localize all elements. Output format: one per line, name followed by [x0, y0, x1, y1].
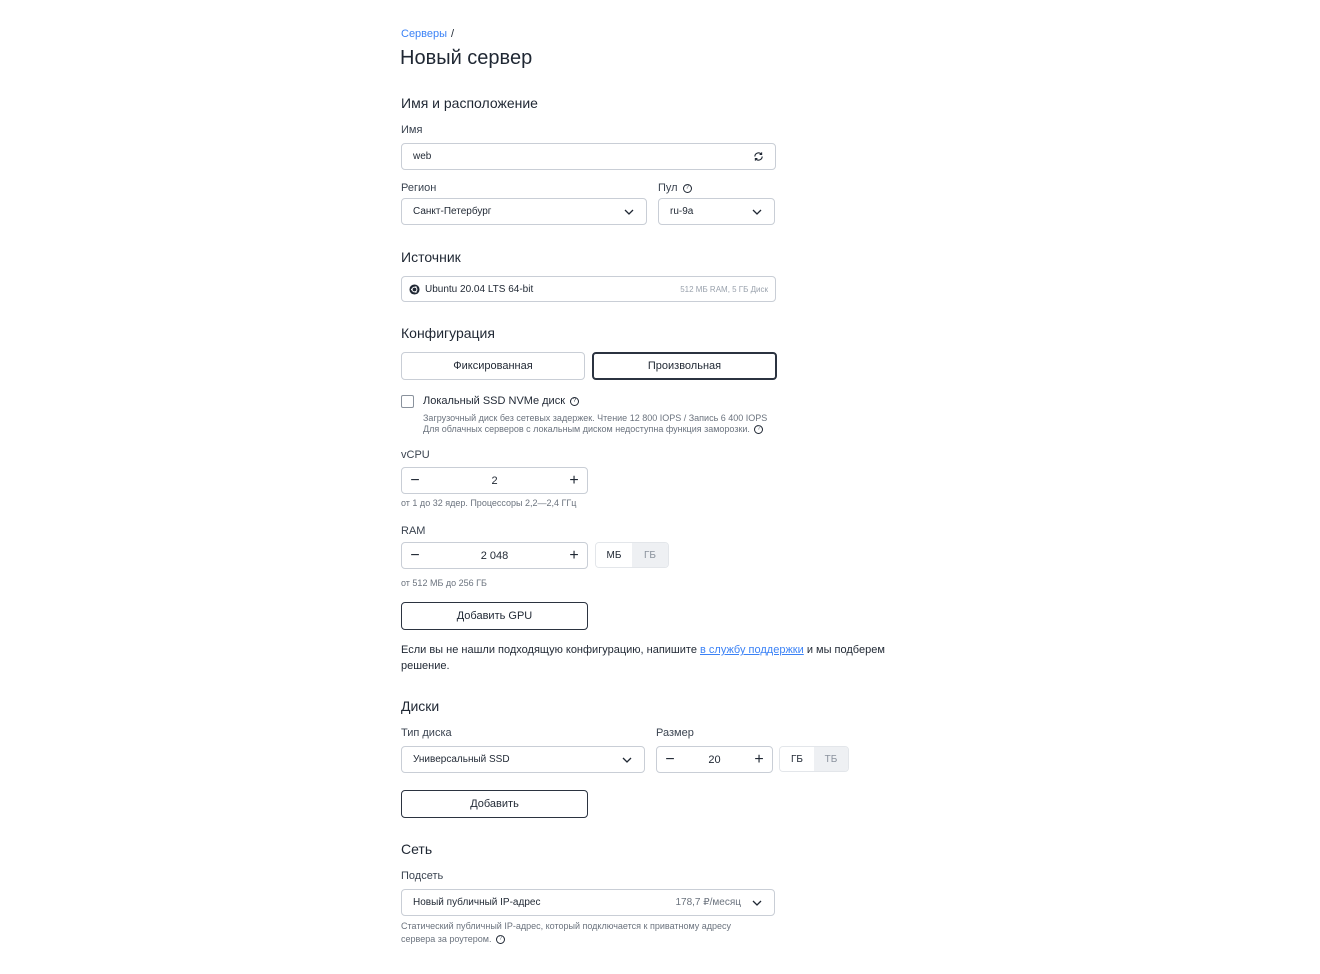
ssd-hint-2-row — [423, 424, 763, 435]
region-label: Регион — [401, 182, 437, 194]
name-value: web — [413, 151, 432, 162]
disk-type-select[interactable] — [401, 746, 645, 773]
disk-size-label: Размер — [656, 727, 694, 739]
ram-value[interactable]: 2 048 — [480, 549, 509, 562]
support-link[interactable]: в службу поддержки — [700, 644, 804, 656]
support-text — [401, 642, 921, 674]
ubuntu-icon — [409, 284, 420, 295]
region-value: Санкт-Петербург — [413, 206, 492, 217]
chevron-down-icon — [623, 206, 635, 218]
ram-unit-gb[interactable]: ГБ — [632, 543, 668, 567]
disk-size-increment-button[interactable]: + — [754, 750, 764, 768]
disk-size-stepper[interactable] — [656, 746, 773, 773]
disk-type-label: Тип диска — [401, 727, 452, 739]
subnet-hint-2: сервера за роутером. — [401, 934, 492, 944]
name-input[interactable] — [401, 143, 776, 170]
subnet-hint-1: Статический публичный IP-адрес, который подключается к приватному адресу — [401, 921, 732, 931]
vcpu-increment-button[interactable]: + — [569, 471, 579, 489]
name-label: Имя — [401, 124, 423, 136]
pool-select[interactable] — [658, 198, 775, 225]
vcpu-stepper[interactable] — [401, 467, 588, 494]
disk-unit-tb[interactable]: ТБ — [814, 747, 848, 771]
tab-custom[interactable]: Произвольная — [592, 352, 777, 380]
ssd-hint-2: Для облачных серверов с локальным диском недоступна функция заморозки. — [423, 424, 750, 434]
vcpu-decrement-button[interactable]: − — [410, 471, 420, 489]
ssd-checkbox[interactable] — [401, 395, 414, 408]
chevron-down-icon — [751, 206, 763, 218]
section-title-disks: Диски — [401, 698, 440, 714]
section-title-config: Конфигурация — [401, 325, 495, 341]
pool-label-row — [658, 182, 692, 194]
help-icon[interactable]: ? — [570, 397, 579, 406]
pool-value: ru-9a — [670, 206, 694, 217]
ssd-label: Локальный SSD NVMe диск — [423, 395, 566, 407]
refresh-icon[interactable] — [753, 151, 764, 162]
support-text-before: Если вы не нашли подходящую конфигурацию, напишите — [401, 644, 700, 656]
disk-size-decrement-button[interactable]: − — [665, 750, 675, 768]
ssd-hint-1: Загрузочный диск без сетевых задержек. Чтение 12 800 IOPS / Запись 6 400 IOPS — [423, 413, 768, 423]
support-text-line2: решение. — [401, 660, 450, 672]
section-title-name-location: Имя и расположение — [401, 95, 538, 111]
disk-type-value: Универсальный SSD — [413, 754, 510, 765]
page-title: Новый сервер — [400, 47, 533, 69]
support-text-after: и мы подберем — [803, 644, 885, 656]
help-icon[interactable]: ? — [754, 425, 763, 434]
ram-decrement-button[interactable]: − — [410, 546, 420, 564]
subnet-select[interactable] — [401, 889, 775, 916]
add-gpu-button[interactable]: Добавить GPU — [401, 602, 588, 630]
tab-fixed[interactable]: Фиксированная — [401, 352, 585, 380]
breadcrumb — [401, 28, 454, 40]
help-icon[interactable]: ? — [496, 935, 505, 944]
region-select[interactable] — [401, 198, 647, 225]
source-select[interactable] — [401, 276, 776, 302]
ram-label: RAM — [401, 525, 426, 537]
vcpu-label: vCPU — [401, 449, 430, 461]
ram-increment-button[interactable]: + — [569, 546, 579, 564]
section-title-source: Источник — [401, 249, 461, 265]
ssd-label-row — [423, 395, 579, 407]
source-specs: 512 МБ RAM, 5 ГБ Диск — [680, 284, 768, 294]
disk-unit-gb[interactable]: ГБ — [780, 747, 814, 771]
source-os: Ubuntu 20.04 LTS 64-bit — [425, 283, 534, 295]
breadcrumb-servers-link[interactable]: Серверы — [401, 28, 448, 40]
vcpu-hint: от 1 до 32 ядер. Процессоры 2,2—2,4 ГГц — [401, 498, 577, 508]
help-icon[interactable]: ? — [683, 184, 692, 193]
breadcrumb-separator: / — [451, 28, 455, 40]
disk-unit-toggle — [779, 746, 849, 772]
disk-size-value[interactable]: 20 — [708, 753, 721, 766]
chevron-down-icon — [621, 754, 633, 766]
subnet-price: 178,7 ₽/месяц — [675, 897, 741, 908]
chevron-down-icon — [751, 897, 763, 909]
vcpu-value[interactable]: 2 — [491, 474, 498, 487]
ram-unit-toggle — [595, 542, 669, 568]
subnet-value: Новый публичный IP-адрес — [413, 897, 541, 908]
subnet-hint-2-row — [401, 934, 505, 945]
add-disk-button[interactable]: Добавить — [401, 790, 588, 818]
subnet-label: Подсеть — [401, 870, 444, 882]
section-title-network: Сеть — [401, 841, 433, 857]
ram-stepper[interactable] — [401, 542, 588, 569]
pool-label: Пул — [658, 182, 678, 194]
ram-unit-mb[interactable]: МБ — [596, 543, 632, 567]
ram-hint: от 512 МБ до 256 ГБ — [401, 578, 487, 588]
